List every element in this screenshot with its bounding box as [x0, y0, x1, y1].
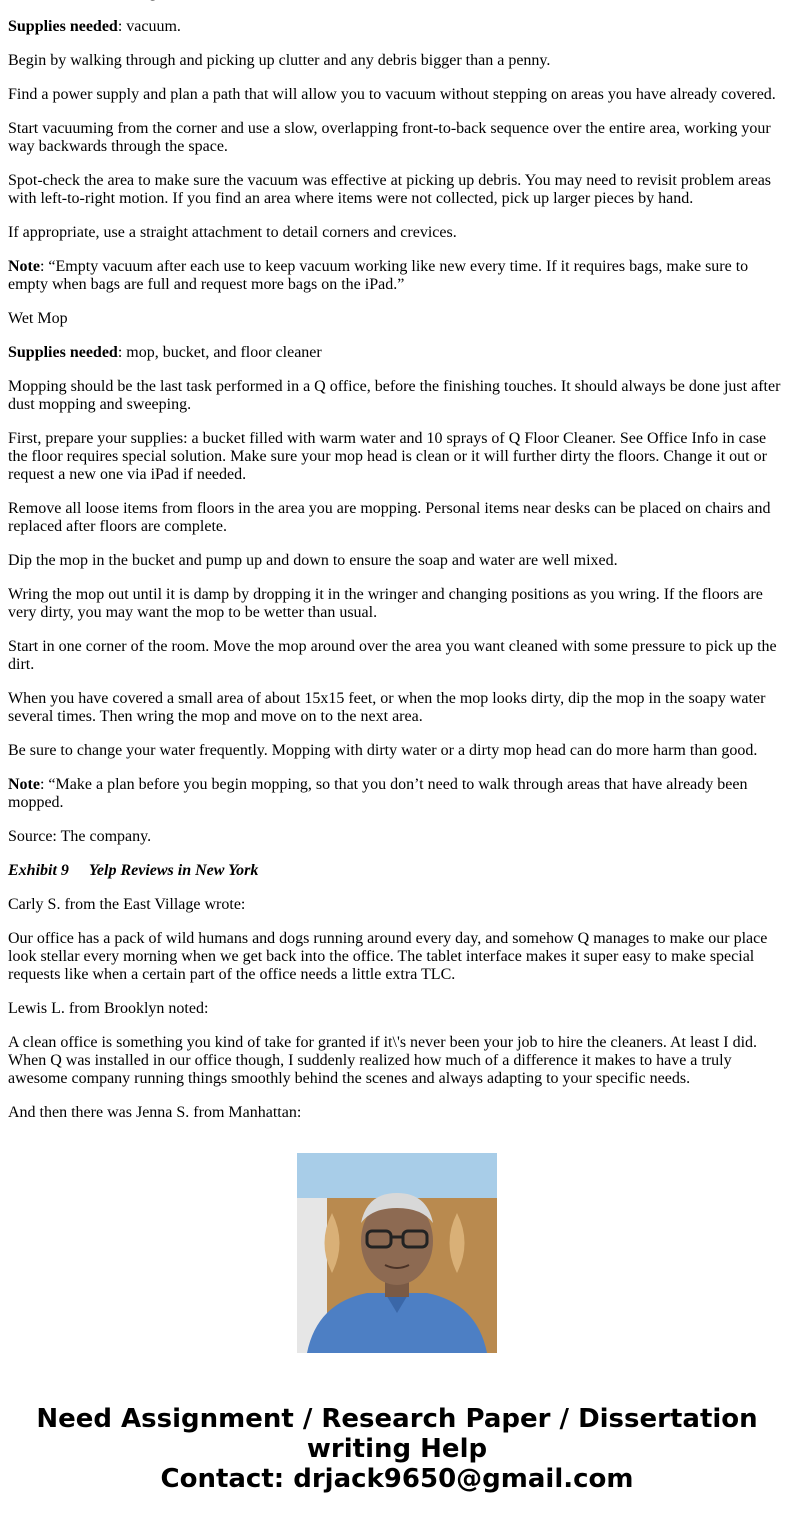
mop-step: Dip the mop in the bucket and pump up and down to ensure the soap and water are well mixed. — [8, 552, 618, 569]
review-intro: Lewis L. from Brooklyn noted: — [8, 1000, 209, 1017]
mop-step: Wring the mop out until it is damp by dropping it in the wringer and changing positions as you wring. If the floors are very dirty, you may want the mop to be wetter than usual. — [8, 586, 763, 621]
exhibit-number: Exhibit 9 — [8, 862, 69, 879]
vacuum-step: Begin by walking through and picking up clutter and any debris bigger than a penny. — [8, 52, 551, 69]
note-vacuum — [8, 258, 786, 294]
note-label: Note — [8, 258, 40, 275]
document-body — [8, 0, 786, 1138]
supplies-label: Supplies needed — [8, 18, 118, 35]
vacuum-step: Find a power supply and plan a path that will allow you to vacuum without stepping on areas you have already covered. — [8, 86, 776, 103]
footer-line: writing Help — [306, 1434, 488, 1464]
avatar — [297, 1153, 497, 1353]
exhibit-title: Yelp Reviews in New York — [88, 862, 259, 879]
supplies-text: : vacuum. — [117, 18, 181, 35]
supplies-label: Supplies needed — [8, 344, 118, 361]
supplies-text: : mop, bucket, and floor cleaner — [117, 344, 322, 361]
footer-line: Need Assignment / Research Paper / Dissertation — [36, 1404, 758, 1434]
vacuum-step: Start vacuuming from the corner and use a slow, overlapping front-to-back sequence over the entire area, working your way backwards through the space. — [8, 120, 771, 155]
footer-contact-line: Contact: drjack9650@gmail.com — [160, 1464, 634, 1494]
mop-step: Start in one corner of the room. Move the mop around over the area you want cleaned with some pressure to pick up the dirt. — [8, 638, 777, 673]
note-mop — [8, 776, 786, 812]
mop-step: Be sure to change your water frequently. Mopping with dirty water or a dirty mop head can do more harm than good. — [8, 742, 758, 759]
source-line: Source: The company. — [8, 828, 152, 845]
supplies-line-mop — [8, 344, 786, 362]
vacuum-step: Spot-check the area to make sure the vacuum was effective at picking up debris. You may need to revisit problem areas with left-to-right motion. If you find an area where items were not collected, pick up larger pieces by hand. — [8, 172, 772, 207]
note-label: Note — [8, 776, 40, 793]
exhibit-heading — [8, 862, 786, 880]
mop-step: First, prepare your supplies: a bucket filled with warm water and 10 sprays of Q Floor Cleaner. See Office Info in case the floor requires special solution. Make sure your mop head is clean or it will further dirty the floors. Change it out or request a new one via iPad if needed. — [8, 430, 767, 483]
note-text: : “Empty vacuum after each use to keep vacuum working like new every time. If it requires bags, make sure to empty when bags are full and request more bags on the iPad.” — [8, 258, 749, 293]
mop-step: When you have covered a small area of about 15x15 feet, or when the mop looks dirty, dip the mop in the soapy water several times. Then wring the mop and move on to the next area. — [8, 690, 766, 725]
supplies-line-vacuum — [8, 18, 786, 36]
mop-step: Mopping should be the last task performed in a Q office, before the finishing touches. It should always be done just after dust mopping and sweeping. — [8, 378, 781, 413]
review-text: Our office has a pack of wild humans and dogs running around every day, and somehow Q manages to make our place look stellar every morning when we get back into the office. The tablet interface makes it super easy to make special requests like when a certain part of the office needs a little extra TLC. — [8, 930, 768, 983]
review-intro: Carly S. from the East Village wrote: — [8, 896, 246, 913]
avatar-portrait — [297, 1153, 497, 1353]
footer-contact — [0, 1404, 794, 1494]
note-text: : “Make a plan before you begin mopping, so that you don’t need to walk through areas that have already been mopped. — [8, 776, 748, 811]
section-heading-vacuum — [8, 0, 786, 2]
section-heading-wet-mop: Wet Mop — [8, 310, 68, 327]
review-text: A clean office is something you kind of take for granted if it\'s never been your job to hire the cleaners. At least I did. When Q was installed in our office though, I suddenly realized how much of a difference it makes to have a truly awesome company running things smoothly behind the scenes and always adapting to your specific needs. — [8, 1034, 758, 1087]
vacuum-step: If appropriate, use a straight attachment to detail corners and crevices. — [8, 224, 457, 241]
review-intro-last: And then there was Jenna S. from Manhattan: — [8, 1104, 302, 1121]
mop-step: Remove all loose items from floors in the area you are mopping. Personal items near desks can be placed on chairs and replaced after floors are complete. — [8, 500, 771, 535]
